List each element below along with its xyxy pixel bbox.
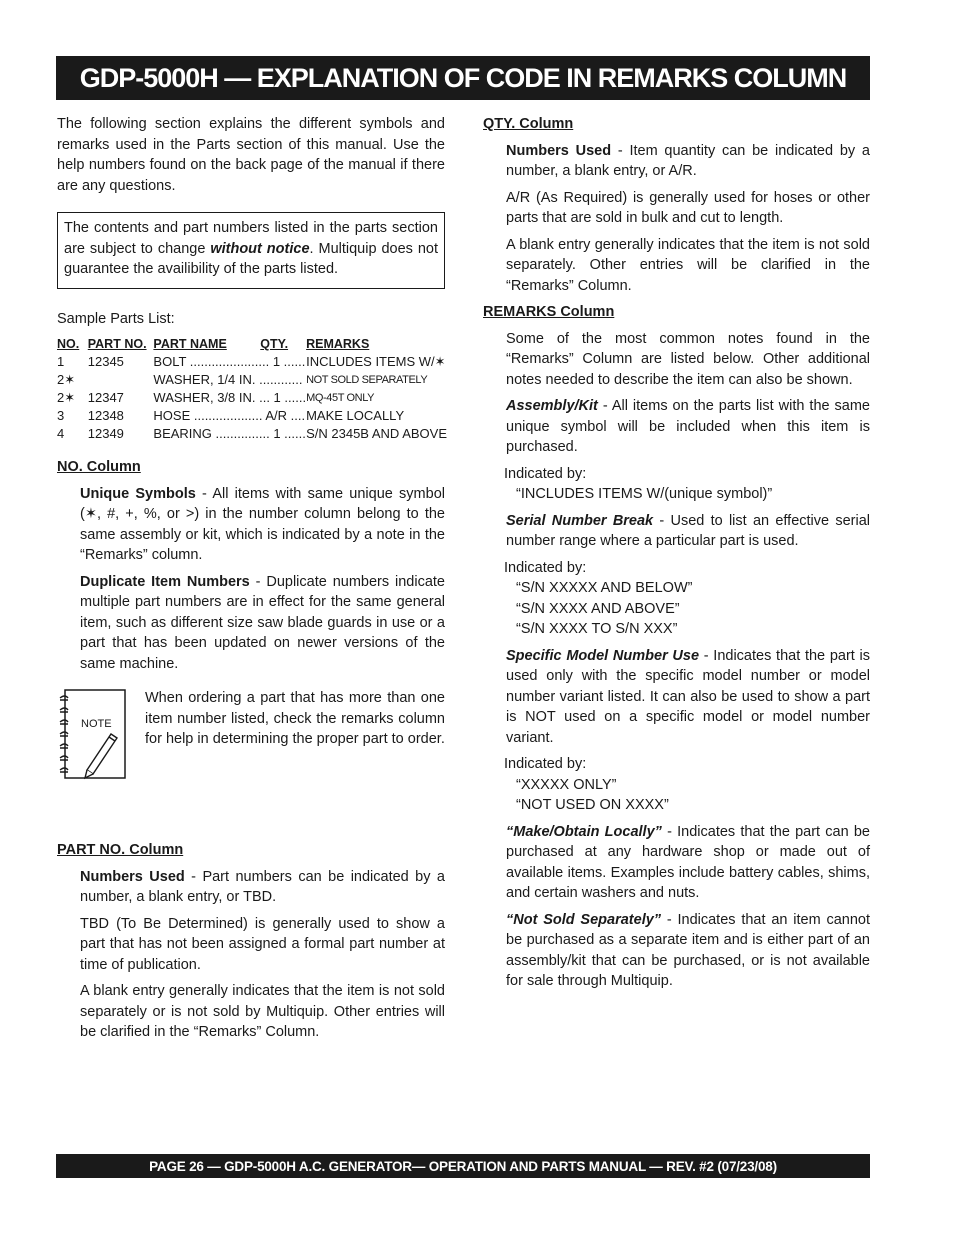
qty-blank-paragraph: A blank entry generally indicates that the item is not sold separately. Other entries will be clarified in the “Remarks” Column.	[506, 236, 870, 294]
cell-part-name-qty: HOSE ................... A/R ....	[153, 408, 306, 423]
no-column-heading: NO. Column	[57, 459, 141, 475]
col-header-remarks: REMARKS	[306, 337, 370, 351]
note-text: When ordering a part that has more than one item number listed, check the remarks column for help in determining the proper part to order.	[145, 690, 445, 747]
part-blank-paragraph: A blank entry generally indicates that the item is not sold separately or is not sold by Multiquip. Other entries will be clarified in the “Remarks” Column.	[80, 983, 445, 1040]
col-header-qty: QTY.	[260, 337, 289, 351]
cell-part-no	[88, 371, 154, 389]
sample-parts-table	[57, 335, 447, 443]
tbd-paragraph: TBD (To Be Determined) is generally used to show a part that has not been assigned a formal part number at time of publication.	[80, 915, 445, 973]
serial-indicated-by: Indicated by: “S/N XXXXX AND BELOW” “S/N XXXX AND ABOVE” “S/N XXXX TO S/N XXX”	[504, 558, 870, 640]
remarks-column-heading: REMARKS Column	[483, 304, 615, 320]
cell-remarks: S/N 2345B AND ABOVE	[306, 426, 447, 441]
cell-part-name-qty: BOLT ...................... 1 ......	[153, 354, 306, 369]
cell-part-name-qty: WASHER, 3/8 IN. ... 1 ......	[153, 390, 307, 405]
qty-column-heading: QTY. Column	[483, 116, 574, 132]
indicated-value: “S/N XXXX TO S/N XXX”	[516, 621, 678, 637]
table-row	[57, 353, 447, 371]
page-footer: PAGE 26 — GDP-5000H A.C. GENERATOR— OPERATION AND PARTS MANUAL — REV. #2 (07/23/08)	[56, 1154, 870, 1178]
table-row	[57, 425, 447, 443]
notepad-icon	[57, 688, 129, 782]
cell-part-name-qty: WASHER, 1/4 IN. ............	[153, 372, 303, 387]
assembly-indicated-by: Indicated by: “INCLUDES ITEMS W/(unique symbol)”	[504, 464, 870, 505]
cell-part-no: 12345	[87, 354, 124, 369]
assembly-kit-paragraph: Assembly/Kit - All items on the parts list with the same unique symbol will be included when this item is purchased.	[506, 398, 870, 455]
cell-no: 2✶	[57, 390, 76, 405]
col-header-part-no: PART NO.	[87, 337, 147, 351]
notice-box: The contents and part numbers listed in the parts section are subject to change without notice. Multiquip does not guarantee the availibility of the parts listed.	[57, 212, 445, 289]
cell-no: 3	[57, 408, 65, 423]
intro-paragraph: The following section explains the different symbols and remarks used in the Parts section of this manual. Use the help numbers found on the back page of the manual if there are any questions.	[57, 116, 445, 194]
right-column	[483, 114, 870, 998]
duplicate-items-paragraph: Duplicate Item Numbers - Duplicate numbers indicate multiple part numbers are in effect for the same general item, such as different size saw blade guards in use or a part that has been updated on newer versions of the same machine.	[80, 573, 445, 672]
cell-no: 4	[57, 426, 65, 441]
remarks-intro-paragraph: Some of the most common notes found in the “Remarks” Column are listed below. Other additional notes needed to describe the item can also be shown.	[506, 330, 870, 388]
part-no-column-heading: PART NO. Column	[57, 842, 184, 858]
note-icon-label: NOTE	[81, 718, 112, 730]
indicated-value: “S/N XXXXX AND BELOW”	[516, 580, 693, 596]
part-numbers-used-paragraph: Numbers Used - Part numbers can be indicated by a number, a blank entry, or TBD.	[80, 868, 445, 905]
left-column	[57, 114, 445, 1049]
cell-part-name-qty: BEARING ............... 1 ......	[153, 426, 306, 441]
cell-no: 2✶	[57, 372, 76, 387]
indicated-value: “S/N XXXX AND ABOVE”	[516, 600, 680, 617]
indicated-value: “XXXXX ONLY”	[516, 776, 617, 793]
qty-numbers-used-paragraph: Numbers Used - Item quantity can be indicated by a number, a blank entry, or A/R.	[506, 142, 870, 179]
serial-break-paragraph: Serial Number Break - Used to list an effective serial number range where a particular part is used.	[506, 512, 870, 549]
table-row	[57, 407, 447, 425]
table-row	[57, 389, 447, 407]
model-indicated-by: Indicated by: “XXXXX ONLY” “NOT USED ON XXXX”	[504, 754, 870, 816]
sample-label: Sample Parts List:	[57, 310, 175, 327]
cell-part-no: 12347	[87, 390, 124, 405]
table-row	[57, 371, 447, 389]
not-sold-separately-paragraph: “Not Sold Separately” - Indicates that an item cannot be purchased as a separate item and is either part of an assembly/kit that can be purchased, or is not available for sale through Multiquip.	[506, 911, 871, 989]
cell-remarks: INCLUDES ITEMS W/✶	[306, 354, 446, 369]
note-block	[57, 688, 445, 782]
indicated-value: “INCLUDES ITEMS W/(unique symbol)”	[516, 486, 773, 502]
make-locally-paragraph: “Make/Obtain Locally” - Indicates that the part can be purchased at any hardware shop or made out of available items. Examples include battery cables, shims, and certain washers and nuts.	[506, 823, 870, 901]
cell-remarks: MQ-45T ONLY	[306, 392, 375, 404]
unique-symbols-paragraph: Unique Symbols - All items with same unique symbol (✶, #, +, %, or >) in the number column belong to the same assembly or kit, which is indicated by a note in the “Remarks” column.	[80, 485, 445, 563]
model-number-paragraph: Specific Model Number Use - Indicates that the part is used only with the specific model number or model number variant listed. It can also be used to show a part is NOT used on a specific model or model number variant.	[506, 647, 870, 746]
indicated-value: “NOT USED ON XXXX”	[516, 797, 669, 813]
cell-part-no: 12348	[87, 408, 124, 423]
cell-remarks: MAKE LOCALLY	[306, 408, 405, 423]
page-title: GDP-5000H — EXPLANATION OF CODE IN REMARKS COLUMN	[56, 56, 870, 100]
ar-paragraph: A/R (As Required) is generally used for hoses or other parts that are sold in bulk and cut to length.	[506, 189, 870, 226]
table-header-row	[57, 335, 447, 353]
col-header-part-name: PART NAME	[153, 337, 227, 351]
notice-emphasis: without notice	[210, 240, 310, 257]
cell-no: 1	[57, 354, 65, 369]
col-header-no: NO.	[57, 337, 80, 351]
cell-part-no: 12349	[87, 426, 124, 441]
cell-remarks: NOT SOLD SEPARATELY	[306, 374, 428, 386]
